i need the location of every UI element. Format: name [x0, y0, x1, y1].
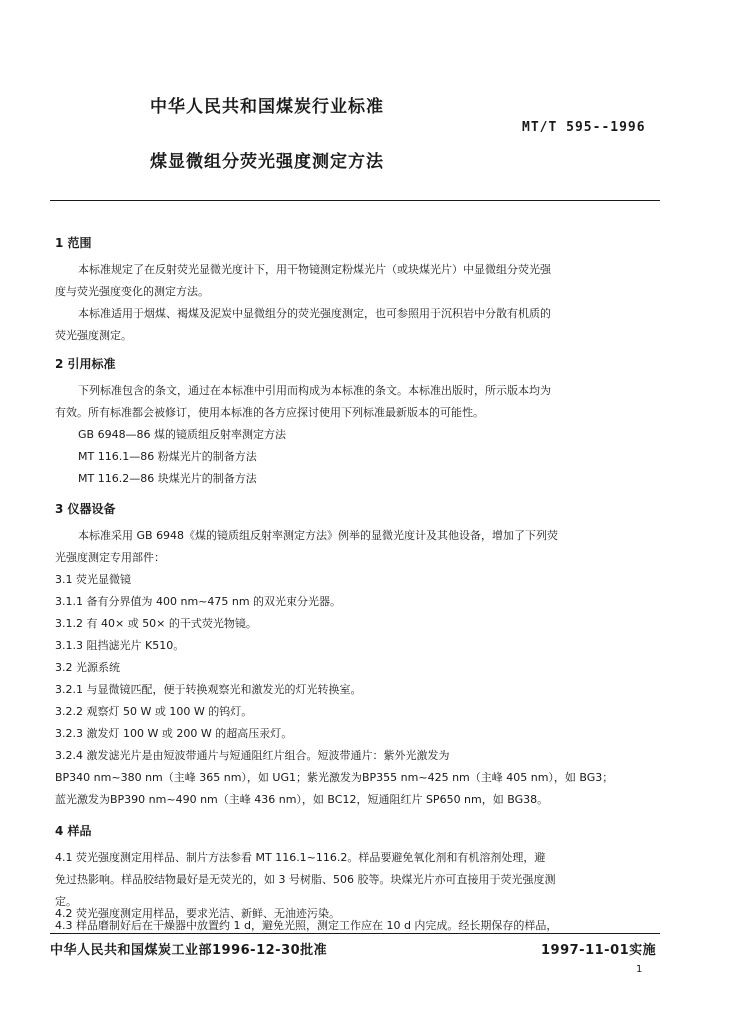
clause-3-2-2: 3.2.2 观察灯 50 W 或 100 W 的钨灯。 — [55, 705, 253, 718]
clause-3-2-4-line-3: 蓝光激发为BP390 nm~490 nm（主峰 436 nm），如 BC12，短通阻红片 SP650 nm，如 BG38。 — [55, 793, 549, 806]
section-2-para-line-1: 下列标准包含的条文，通过在本标准中引用而构成为本标准的条文。本标准出版时，所示版本均为 — [78, 384, 551, 397]
issuing-organization: 中华人民共和国煤炭行业标准 — [150, 97, 384, 117]
section-1-para-2-line-1: 本标准适用于烟煤、褐煤及泥炭中显微组分的荧光强度测定，也可参照用于沉积岩中分散有机质的 — [78, 307, 551, 320]
clause-4-1-line-3: 定。 — [55, 895, 77, 908]
section-1-para-1-line-1: 本标准规定了在反射荧光显微光度计下，用干物镜测定粉煤光片（或块煤光片）中显微组分荧光强 — [78, 263, 551, 276]
clause-3-2-3: 3.2.3 激发灯 100 W 或 200 W 的超高压汞灯。 — [55, 727, 293, 740]
header-divider — [50, 200, 660, 201]
section-2-heading: 2 引用标准 — [55, 357, 116, 371]
section-3-para-line-1: 本标准采用 GB 6948《煤的镜质组反射率测定方法》例举的显微光度计及其他设备，增加了下列荧 — [78, 529, 559, 542]
reference-mt116-1: MT 116.1—86 粉煤光片的制备方法 — [78, 450, 257, 463]
clause-3-2-4-line-1: 3.2.4 激发滤光片是由短波带通片与短通阻红片组合。短波带通片：紫外光激发为 — [55, 749, 450, 762]
clause-3-2-1: 3.2.1 与显微镜匹配，便于转换观察光和激发光的灯光转换室。 — [55, 683, 362, 696]
reference-mt116-2: MT 116.2—86 块煤光片的制备方法 — [78, 472, 257, 485]
clause-4-2: 4.2 荧光强度测定用样品，要求光洁、新鲜、无油迹污染。 — [55, 907, 340, 920]
clause-3-1: 3.1 荧光显微镜 — [55, 573, 131, 586]
clause-4-1-line-1: 4.1 荧光强度测定用样品、制片方法参看 MT 116.1~116.2。样品要避免氧化剂和有机溶剂处理，避 — [55, 851, 546, 864]
document-title: 煤显微组分荧光强度测定方法 — [150, 152, 384, 172]
section-2-para-line-2: 有效。所有标准都会被修订，使用本标准的各方应探讨使用下列标准最新版本的可能性。 — [55, 406, 484, 419]
section-1-para-1-line-2: 度与荧光强度变化的测定方法。 — [55, 285, 209, 298]
approval-statement: 中华人民共和国煤炭工业部1996-12-30批准 — [50, 943, 328, 958]
section-3-para-line-2: 光强度测定专用部件： — [55, 551, 165, 564]
section-1-para-2-line-2: 荧光强度测定。 — [55, 329, 132, 342]
section-3-heading: 3 仪器设备 — [55, 502, 116, 516]
footer-divider — [50, 933, 660, 934]
clause-3-2: 3.2 光源系统 — [55, 661, 120, 674]
clause-3-1-1: 3.1.1 备有分界值为 400 nm~475 nm 的双光束分光器。 — [55, 595, 342, 608]
effective-date: 1997-11-01实施 — [541, 943, 657, 958]
clause-4-3: 4.3 样品磨制好后在干燥器中放置约 1 d，避免光照，测定工作应在 10 d 内完成。经长期保存的样品， — [55, 919, 558, 932]
clause-3-1-2: 3.1.2 有 40× 或 50× 的干式荧光物镜。 — [55, 617, 257, 630]
reference-gb6948: GB 6948—86 煤的镜质组反射率测定方法 — [78, 428, 287, 441]
clause-4-1-line-2: 免过热影响。样品胶结物最好是无荧光的，如 3 号树脂、506 胶等。块煤光片亦可直接用于荧光强度测 — [55, 873, 556, 886]
clause-3-2-4-line-2: BP340 nm~380 nm（主峰 365 nm），如 UG1；紫光激发为BP355 nm~425 nm（主峰 405 nm），如 BG3； — [55, 771, 614, 784]
section-4-heading: 4 样品 — [55, 824, 92, 838]
standard-number: MT/T 595--1996 — [522, 120, 646, 135]
page-number: 1 — [636, 964, 643, 975]
section-1-heading: 1 范围 — [55, 236, 92, 250]
clause-3-1-3: 3.1.3 阻挡滤光片 K510。 — [55, 639, 185, 652]
